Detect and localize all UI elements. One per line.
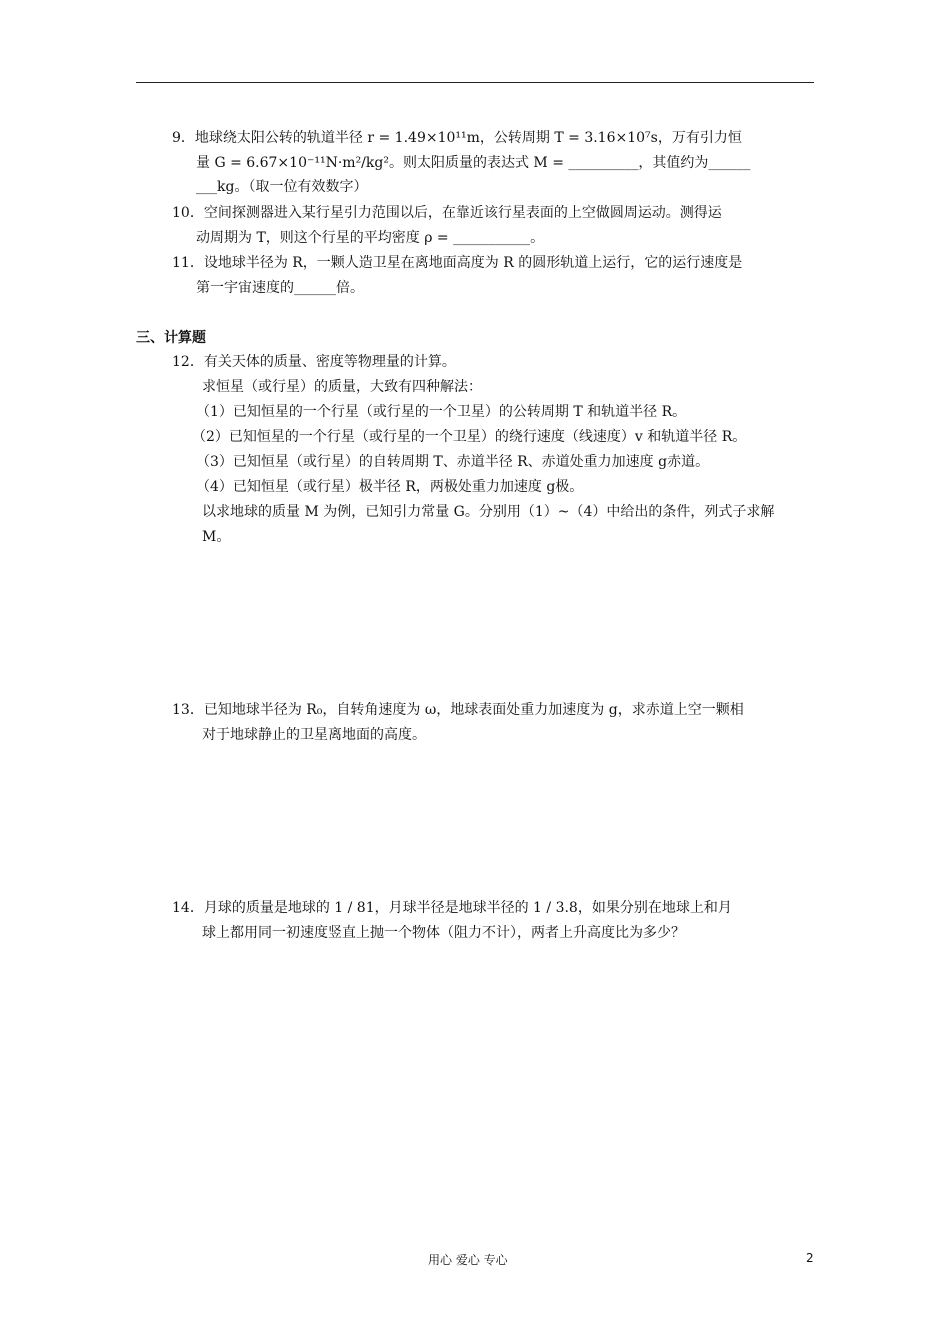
header-rule	[136, 82, 814, 83]
q12-line-8: M。	[202, 529, 231, 545]
q12-line-7: 以求地球的质量 M 为例，已知引力常量 G。分别用（1）~（4）中给出的条件，列式子求解	[202, 504, 775, 520]
q10-line-2: 动周期为 T，则这个行星的平均密度 ρ = ___________。	[196, 230, 545, 246]
q12-line-4: （2）已知恒星的一个行星（或行星的一个卫星）的绕行速度（线速度）v 和轨道半径 R。	[192, 429, 747, 445]
q11-line-2: 第一宇宙速度的______倍。	[196, 280, 364, 296]
q13-line-2: 对于地球静止的卫星离地面的高度。	[202, 727, 426, 743]
q14-line-1: 14．月球的质量是地球的 1 / 81，月球半径是地球半径的 1 / 3.8，如果分别在地球上和月	[172, 900, 732, 916]
q12-line-5: （3）已知恒星（或行星）的自转周期 T、赤道半径 R、赤道处重力加速度 g赤道。	[196, 454, 710, 470]
footer-slogan: 用心 爱心 专心	[428, 1253, 508, 1267]
q9-line-3: ___kg。（取一位有效数字）	[196, 179, 368, 195]
page-number: 2	[806, 1251, 814, 1265]
q10-line-1: 10．空间探测器进入某行星引力范围以后，在靠近该行星表面的上空做圆周运动。测得运	[172, 205, 722, 221]
q14-line-2: 球上都用同一初速度竖直上抛一个物体（阻力不计），两者上升高度比为多少？	[202, 925, 685, 941]
q9-line-2: 量 G = 6.67×10⁻¹¹N·m²/kg²。则太阳质量的表达式 M = __________，其值约为______	[196, 155, 751, 171]
q12-line-2: 求恒星（或行星）的质量，大致有四种解法：	[202, 379, 482, 395]
q9-line-1: 9．地球绕太阳公转的轨道半径 r = 1.49×10¹¹m，公转周期 T = 3.16×10⁷s，万有引力恒	[172, 130, 742, 146]
q12-line-3: （1）已知恒星的一个行星（或行星的一个卫星）的公转周期 T 和轨道半径 R。	[196, 404, 687, 420]
q13-line-1: 13．已知地球半径为 R₀，自转角速度为 ω，地球表面处重力加速度为 g，求赤道上空一颗相	[172, 702, 744, 718]
q12-line-6: （4）已知恒星（或行星）极半径 R，两极处重力加速度 g极。	[196, 479, 584, 495]
q11-line-1: 11．设地球半径为 R，一颗人造卫星在离地面高度为 R 的圆形轨道上运行，它的运行速度是	[172, 255, 743, 271]
q12-line-1: 12．有关天体的质量、密度等物理量的计算。	[172, 354, 456, 370]
section-heading: 三、计算题	[136, 330, 206, 346]
